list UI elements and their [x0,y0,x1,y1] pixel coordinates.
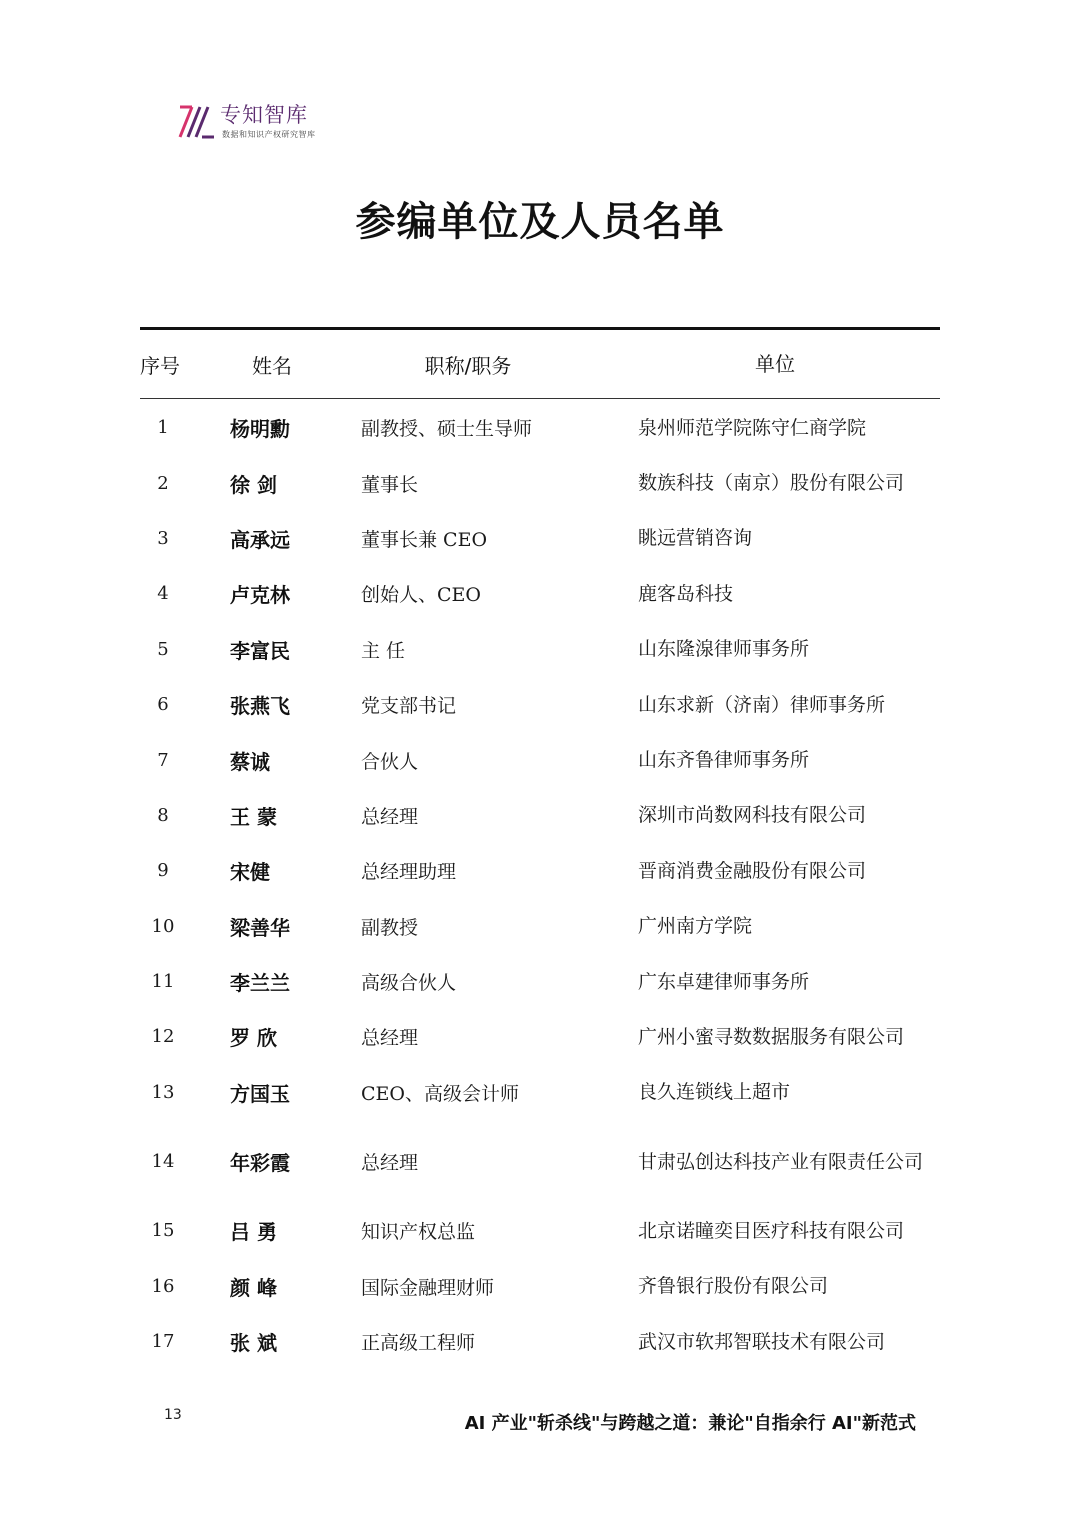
table-row [140,1203,940,1258]
cell-name: 徐 剑 [230,472,277,497]
table-row [140,400,940,455]
cell-unit: 广州南方学院 [638,915,753,938]
cell-unit: 晋商消费金融股份有限公司 [638,859,867,882]
cell-name: 高承远 [230,527,290,552]
table-row [140,1258,940,1313]
cell-no: 8 [157,804,169,826]
cell-no: 17 [151,1331,175,1353]
cell-unit: 泉州师范学院陈守仁商学院 [638,416,867,439]
cell-unit: 眺远营销咨询 [638,527,753,550]
page-title: 参编单位及人员名单 [355,199,725,245]
table-row [140,788,940,843]
cell-title: 总经理助理 [361,861,457,884]
table-row [140,843,940,898]
cell-no: 16 [151,1275,175,1297]
cell-no: 1 [157,417,169,439]
table-row [140,622,940,677]
cell-no: 11 [151,971,175,993]
table-row [140,1065,940,1120]
cell-title: 国际金融理财师 [361,1276,495,1299]
cell-no: 7 [157,749,169,771]
cell-no: 3 [157,527,169,549]
table-row [140,511,940,566]
cell-title: 主 任 [361,639,406,662]
header-unit: 单位 [755,352,795,376]
zl-logo-icon [176,103,216,141]
table-row [140,1009,940,1064]
cell-name: 张燕飞 [230,694,290,719]
cell-unit: 山东求新（济南）律师事务所 [638,693,886,716]
cell-name: 杨明勳 [230,417,290,442]
contributors-table [140,327,940,1369]
cell-title: 合伙人 [361,750,419,773]
table-row [140,455,940,510]
cell-unit: 鹿客岛科技 [638,582,734,605]
cell-no: 2 [157,472,169,494]
cell-no: 9 [157,860,169,882]
cell-name: 李兰兰 [230,971,290,996]
header-title: 职称/职务 [424,353,512,378]
cell-title: 总经理 [361,805,419,828]
cell-title: 副教授 [361,916,419,939]
cell-title: 董事长兼 CEO [361,528,488,551]
cell-unit: 数族科技（南京）股份有限公司 [638,472,905,495]
cell-name: 梁善华 [230,915,290,940]
header-name: 姓名 [252,353,292,378]
cell-unit: 山东隆湶律师事务所 [638,638,810,661]
cell-no: 4 [157,583,169,605]
cell-name: 吕 勇 [230,1220,277,1245]
cell-title: 董事长 [361,473,419,496]
cell-no: 10 [151,915,175,937]
table-row [140,1314,940,1369]
cell-name: 方国玉 [230,1081,290,1106]
cell-title: 创始人、CEO [361,584,481,607]
cell-name: 李富民 [230,638,290,663]
cell-name: 罗 欣 [230,1026,277,1051]
cell-name: 王 蒙 [230,804,277,829]
cell-title: 总经理 [361,1152,419,1175]
cell-unit: 广州小蜜寻数数据服务有限公司 [638,1025,905,1048]
page-number: 13 [164,1407,182,1423]
cell-name: 蔡诚 [230,749,270,774]
cell-name: 卢克林 [230,583,290,608]
table-row [140,899,940,954]
cell-no: 15 [151,1220,175,1242]
cell-unit: 武汉市软邦智联技术有限公司 [638,1330,886,1353]
table-row [140,1120,940,1203]
cell-title: 副教授、硕士生导师 [361,418,533,441]
logo-title: 专知智库 [220,103,308,127]
table-row [140,732,940,787]
cell-title: 高级合伙人 [361,972,457,995]
cell-no: 13 [151,1081,175,1103]
cell-name: 颜 峰 [230,1275,277,1300]
cell-title: 正高级工程师 [361,1332,476,1355]
cell-title: 党支部书记 [361,695,457,718]
header-no: 序号 [140,353,180,378]
cell-unit: 广东卓建律师事务所 [638,970,810,993]
cell-unit: 北京诺瞳奕目医疗科技有限公司 [638,1219,905,1242]
logo [176,103,316,141]
cell-no: 5 [157,638,169,660]
table-row [140,677,940,732]
cell-unit: 良久连锁线上超市 [638,1081,791,1104]
footer-title: AI 产业"斩杀线"与跨越之道：兼论"自指余行 AI"新范式 [464,1413,916,1434]
cell-name: 宋健 [230,860,270,885]
cell-unit: 山东齐鲁律师事务所 [638,749,810,772]
table-body [140,399,940,1369]
table-header-row [140,330,940,398]
cell-unit: 甘肃弘创达科技产业有限责任公司 [638,1150,924,1173]
logo-subtitle: 数据和知识产权研究智库 [222,130,316,139]
table-row [140,954,940,1009]
cell-title: 总经理 [361,1027,419,1050]
cell-no: 14 [151,1151,175,1173]
cell-name: 张 斌 [230,1331,277,1356]
cell-no: 6 [157,694,169,716]
table-row [140,566,940,621]
cell-title: 知识产权总监 [361,1221,476,1244]
cell-no: 12 [151,1026,175,1048]
cell-unit: 深圳市尚数网科技有限公司 [638,804,867,827]
cell-title: CEO、高级会计师 [361,1082,519,1105]
cell-unit: 齐鲁银行股份有限公司 [638,1275,829,1298]
cell-name: 年彩霞 [230,1151,290,1176]
